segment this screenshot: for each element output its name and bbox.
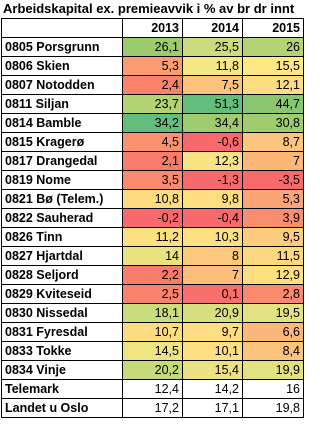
value-cell-2015: 30,8 — [243, 114, 304, 133]
row-label: 0817 Drangedal — [2, 152, 123, 171]
value-cell-2013: 26,1 — [123, 38, 183, 57]
summary-row — [2, 399, 304, 418]
value-cell-2013: 10,7 — [123, 323, 183, 342]
value-cell-2015: 6,6 — [243, 323, 304, 342]
value-cell-2014: 51,3 — [183, 95, 243, 114]
value-cell-2014: 34,4 — [183, 114, 243, 133]
row-label: 0806 Skien — [2, 57, 123, 76]
value-cell-2013: 10,8 — [123, 190, 183, 209]
value-cell-2014: 0,1 — [183, 285, 243, 304]
value-cell-2013: 14 — [123, 247, 183, 266]
value-cell-2014: 14,2 — [183, 380, 243, 399]
row-label: 0821 Bø (Telem.) — [2, 190, 123, 209]
row-label: 0827 Hjartdal — [2, 247, 123, 266]
table-row — [2, 304, 304, 323]
row-label: Landet u Oslo — [2, 399, 123, 418]
header-year-2013: 2013 — [123, 19, 183, 38]
value-cell-2014: 11,8 — [183, 57, 243, 76]
value-cell-2014: 25,5 — [183, 38, 243, 57]
value-cell-2014: 9,7 — [183, 323, 243, 342]
value-cell-2015: 8,7 — [243, 133, 304, 152]
value-cell-2013: 2,1 — [123, 152, 183, 171]
value-cell-2015: 3,9 — [243, 209, 304, 228]
table-row — [2, 152, 304, 171]
value-cell-2013: -0,2 — [123, 209, 183, 228]
value-cell-2015: 8,4 — [243, 342, 304, 361]
row-label: 0831 Fyresdal — [2, 323, 123, 342]
data-table — [1, 18, 304, 418]
value-cell-2013: 23,7 — [123, 95, 183, 114]
value-cell-2013: 14,5 — [123, 342, 183, 361]
value-cell-2015: 44,7 — [243, 95, 304, 114]
row-label: 0828 Seljord — [2, 266, 123, 285]
table-row — [2, 133, 304, 152]
value-cell-2014: 7,5 — [183, 76, 243, 95]
table-row — [2, 323, 304, 342]
value-cell-2015: 15,5 — [243, 57, 304, 76]
value-cell-2015: 16 — [243, 380, 304, 399]
table-row — [2, 114, 304, 133]
row-label: 0829 Kviteseid — [2, 285, 123, 304]
value-cell-2014: 12,3 — [183, 152, 243, 171]
row-label: Telemark — [2, 380, 123, 399]
row-label: 0814 Bamble — [2, 114, 123, 133]
value-cell-2014: 10,3 — [183, 228, 243, 247]
value-cell-2013: 12,4 — [123, 380, 183, 399]
table-row — [2, 266, 304, 285]
summary-row — [2, 380, 304, 399]
value-cell-2013: 2,4 — [123, 76, 183, 95]
header-year-2015: 2015 — [243, 19, 304, 38]
row-label: 0811 Siljan — [2, 95, 123, 114]
value-cell-2014: 8 — [183, 247, 243, 266]
value-cell-2013: 2,2 — [123, 266, 183, 285]
value-cell-2014: 7 — [183, 266, 243, 285]
row-label: 0833 Tokke — [2, 342, 123, 361]
value-cell-2015: 11,5 — [243, 247, 304, 266]
value-cell-2015: 5,3 — [243, 190, 304, 209]
header-row — [2, 19, 304, 38]
value-cell-2013: 17,2 — [123, 399, 183, 418]
value-cell-2015: 2,8 — [243, 285, 304, 304]
table-row — [2, 95, 304, 114]
value-cell-2013: 20,2 — [123, 361, 183, 380]
table-row — [2, 228, 304, 247]
value-cell-2014: 20,9 — [183, 304, 243, 323]
value-cell-2014: 9,8 — [183, 190, 243, 209]
row-label: 0807 Notodden — [2, 76, 123, 95]
value-cell-2013: 3,5 — [123, 171, 183, 190]
value-cell-2013: 34,2 — [123, 114, 183, 133]
value-cell-2015: 19,9 — [243, 361, 304, 380]
value-cell-2013: 11,2 — [123, 228, 183, 247]
table-row — [2, 247, 304, 266]
table-row — [2, 76, 304, 95]
table-row — [2, 361, 304, 380]
row-label: 0834 Vinje — [2, 361, 123, 380]
header-blank-cell — [2, 19, 123, 38]
header-year-2014: 2014 — [183, 19, 243, 38]
row-label: 0822 Sauherad — [2, 209, 123, 228]
table-row — [2, 38, 304, 57]
value-cell-2014: 10,1 — [183, 342, 243, 361]
row-label: 0805 Porsgrunn — [2, 38, 123, 57]
value-cell-2013: 4,5 — [123, 133, 183, 152]
table-row — [2, 190, 304, 209]
value-cell-2015: -3,5 — [243, 171, 304, 190]
value-cell-2013: 2,5 — [123, 285, 183, 304]
row-label: 0815 Kragerø — [2, 133, 123, 152]
value-cell-2013: 5,3 — [123, 57, 183, 76]
value-cell-2015: 19,5 — [243, 304, 304, 323]
table-row — [2, 171, 304, 190]
table-row — [2, 285, 304, 304]
value-cell-2014: -1,3 — [183, 171, 243, 190]
value-cell-2015: 9,5 — [243, 228, 304, 247]
value-cell-2015: 12,9 — [243, 266, 304, 285]
value-cell-2015: 26 — [243, 38, 304, 57]
table-title: Arbeidskapital ex. premieavvik i % av br dr innt — [3, 1, 295, 16]
value-cell-2014: 17,1 — [183, 399, 243, 418]
value-cell-2014: -0,6 — [183, 133, 243, 152]
table-row — [2, 209, 304, 228]
table-row — [2, 57, 304, 76]
row-label: 0819 Nome — [2, 171, 123, 190]
row-label: 0826 Tinn — [2, 228, 123, 247]
value-cell-2015: 12,1 — [243, 76, 304, 95]
value-cell-2014: -0,4 — [183, 209, 243, 228]
row-label: 0830 Nissedal — [2, 304, 123, 323]
value-cell-2013: 18,1 — [123, 304, 183, 323]
value-cell-2015: 7 — [243, 152, 304, 171]
value-cell-2015: 19,8 — [243, 399, 304, 418]
table-row — [2, 342, 304, 361]
value-cell-2014: 15,4 — [183, 361, 243, 380]
